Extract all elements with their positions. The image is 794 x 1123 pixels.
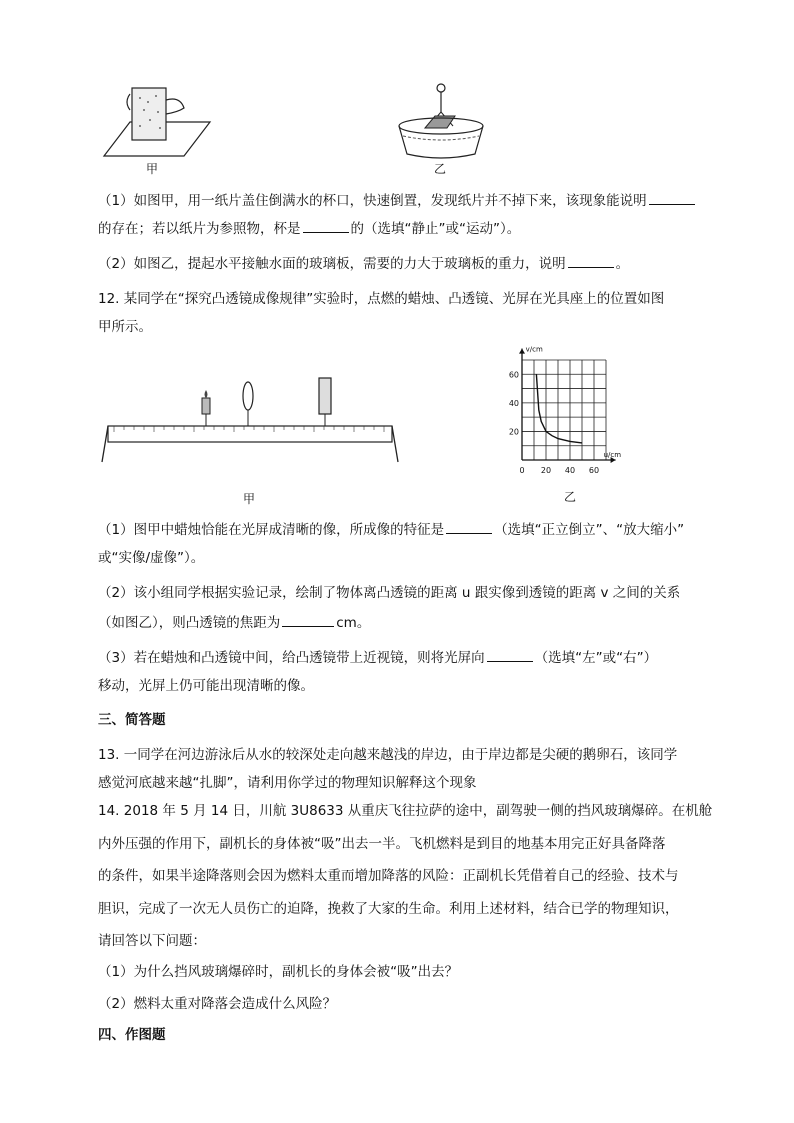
figure-glass-plate-water — [395, 80, 490, 162]
x-tick-label: 0 — [519, 466, 525, 475]
answer-blank[interactable] — [282, 612, 334, 627]
chart-v-u — [500, 345, 640, 490]
q14-subq1: （1）为什么挡风玻璃爆碎时，副机长的身体会被“吸”出去？ — [98, 964, 459, 980]
q11-part2: （2）如图乙，提起水平接触水面的玻璃板，需要的力大于玻璃板的重力，说明 。 — [98, 253, 698, 274]
x-tick-label: 60 — [588, 466, 600, 475]
q12-part3-line1: （3）若在蜡烛和凸透镜中间，给凸透镜带上近视镜，则将光屏向 （选填“左”或“右”） — [98, 647, 698, 668]
y-tick-label: 20 — [508, 427, 519, 437]
q11-part1-line1: （1）如图甲，用一纸片盖住倒满水的杯口，快速倒置，发现纸片并不掉下来，该现象能说明 — [98, 190, 698, 211]
q12-part3-line2: 移动，光屏上仍可能出现清晰的像。 — [98, 678, 314, 694]
y-axis-label: v/cm — [525, 345, 543, 354]
answer-blank[interactable] — [568, 253, 614, 268]
series-line-v-u — [536, 374, 582, 443]
q12-intro-line1: 12. 某同学在“探究凸透镜成像规律”实验时，点燃的蜡烛、凸透镜、光屏在光具座上的位置如图 — [98, 291, 665, 307]
y-tick-label: 40 — [508, 398, 519, 408]
answer-blank[interactable] — [446, 519, 492, 534]
figure-label-jia-bench: 甲 — [243, 492, 256, 506]
q14-line3: 的条件，如果半途降落则会因为燃料太重而增加降落的风险：正副机长凭借着自己的经验、技术与 — [98, 868, 679, 884]
y-axis-arrow — [519, 349, 525, 354]
x-tick-label: 40 — [564, 466, 576, 475]
y-tick-label: 60 — [508, 370, 519, 380]
q12-part2-line2: （如图乙），则凸透镜的焦距为 cm。 — [98, 612, 698, 633]
q11-part1-line2: 的存在；若以纸片为参照物，杯是 的（选填“静止”或“运动”）。 — [98, 218, 698, 239]
figure-label-yi-top: 乙 — [434, 162, 447, 176]
x-tick-label: 20 — [540, 466, 552, 475]
q13-line2: 感觉河底越来越“扎脚”，请利用你学过的物理知识解释这个现象 — [98, 775, 477, 791]
q14-line2: 内外压强的作用下，副机长的身体被“吸”出去一半。飞机燃料是到目的地基本用完正好具备降落 — [98, 836, 666, 852]
q12-part1-line2: 或“实像/虚像”）。 — [98, 550, 205, 566]
answer-blank[interactable] — [649, 190, 695, 205]
q14-subq2: （2）燃料太重对降落会造成什么风险？ — [98, 996, 337, 1012]
section-4-heading: 四、作图题 — [98, 1027, 166, 1043]
q14-line4: 胆识，完成了一次无人员伤亡的迫降，挽救了大家的生命。利用上述材料，结合已学的物理知识， — [98, 901, 679, 917]
figure-label-yi-chart: 乙 — [564, 490, 577, 504]
figure-optical-bench — [100, 370, 400, 470]
q13-line1: 13. 一同学在河边游泳后从水的较深处走向越来越浅的岸边，由于岸边都是尖硬的鹅卵石，该同学 — [98, 747, 678, 763]
q12-intro-line2: 甲所示。 — [98, 319, 152, 335]
x-axis-label: u/cm — [603, 451, 622, 459]
q14-line5: 请回答以下问题： — [98, 933, 206, 949]
answer-blank[interactable] — [487, 647, 533, 662]
figure-cup-paper — [100, 82, 220, 162]
answer-blank[interactable] — [303, 218, 349, 233]
q12-part1-line1: （1）图甲中蜡烛恰能在光屏成清晰的像，所成像的特征是 （选填“正立倒立”、“放大缩小” — [98, 519, 698, 540]
section-3-heading: 三、简答题 — [98, 712, 166, 728]
q12-part2-line1: （2）该小组同学根据实验记录，绘制了物体离凸透镜的距离 u 跟实像到透镜的距离 v 之间的关系 — [98, 585, 681, 601]
figure-label-jia-top: 甲 — [146, 162, 159, 176]
q14-line1: 14. 2018 年 5 月 14 日，川航 3U8633 从重庆飞往拉萨的途中，副驾驶一侧的挡风玻璃爆碎。在机舱 — [98, 803, 713, 819]
